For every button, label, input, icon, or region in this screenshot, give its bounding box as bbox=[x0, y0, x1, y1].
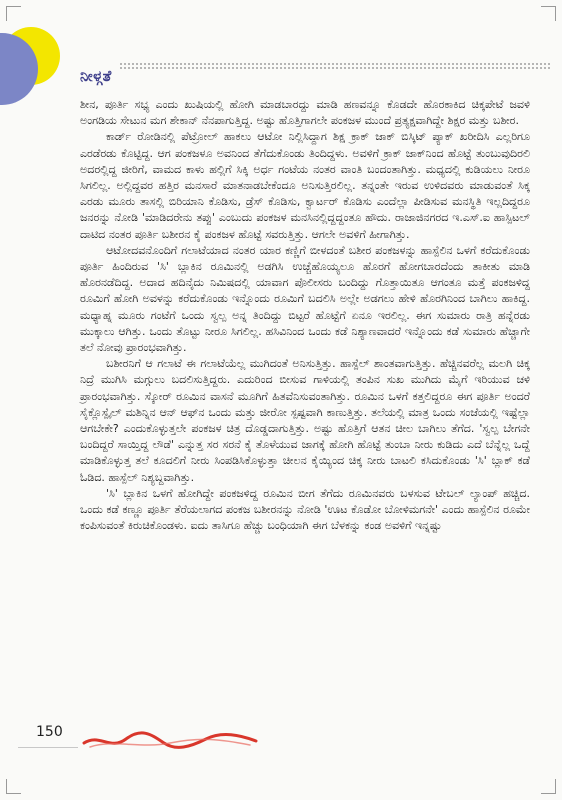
crop-mark-bottom-right bbox=[541, 779, 556, 794]
crop-mark-bottom-left bbox=[6, 779, 21, 794]
paragraph-1: ಶೀನ, ಪೂರ್ತಿ ಸಭ್ಯ ಎಂದು ಖುಷಿಯಲ್ಲಿ ಹೋಗಿ ಮಾಡಬಾರದ್ದು ಮಾಡಿ ಹಣವನ್ನೂ ಕೊಡದೇ ಹೊರಕಾಕಿದ ಚಿಕ್ಕಪೇಟೆ ಜವಳಿ ಅಂಗಡಿಯ ಸೇಟುನ ಮಗ ಶೇಕಾನ್ ನೆನಪಾಗುತ್ತಿದ್ದ. ಅಷ್ಟು ಹೊತ್ತಿಗಾಗಲೇ ಪಂಕಜಳ ಮುಂದೆ ಪ್ರತ್ಯಕ್ಷವಾಗಿದ್ದೇ ಶಿಕ್ಷರ ಮತ್ತು ಬಶೀರ. bbox=[80, 98, 530, 128]
header-dotted-rule-lower bbox=[120, 67, 550, 69]
paragraph-3: ಆಟೋದವನೊಂದಿಗೆ ಗಲಾಟೆಯಾದ ನಂತರ ಯಾರ ಕಣ್ಣಿಗೆ ಬೀಳದಂತೆ ಬಶೀರ ಪಂಕಜಳನ್ನು ಹಾಸ್ಪೆಲಿನ ಒಳಗೆ ಕರೆದುಕೊಂಡು ಪೂರ್ತಿ ಹಿಂದಿರುವ 'ಸಿ' ಬ್ಲಾಕಿನ ರೂಮಿನಲ್ಲಿ ಅಡಗಿಸಿ ಉಚ್ಚೆಹೊಯ್ಯಲೂ ಹೊರಗೆ ಹೋಗಬಾರದೆಂದು ತಾಕೀತು ಮಾಡಿ ಹೊರನಡೆದಿದ್ದ. ಅದಾದ ಹದಿನೈದು ನಿಮಿಷದಲ್ಲಿ ಯಾವಾಗ ಪೊಲೀಸರು ಬಂದಿದ್ದು ಗೊತ್ತಾಯಿತೂ ಆಗಂತೂ ಮತ್ತೆ ಪಂಕಜಳಿದ್ದ ರೂಮಿಗೆ ಹೋಗಿ ಅವಳನ್ನು ಕರೆದುಕೊಂಡು ಇನ್ನೊಂದು ರೂಮಿಗೆ ಬದಲಿಸಿ ಅಲ್ಲೇ ಅಡಗಲು ಹೇಳಿ ಹೊರಗಿನಿಂದ ಬಾಗಿಲು ಹಾಕಿದ್ದ. ಮಧ್ಯಾಹ್ನ ಮೂರು ಗಂಟೆಗೆ ಒಂದು ಸ್ವಲ್ಪ ಅನ್ನ ತಿಂದಿದ್ದು ಬಿಟ್ಟರೆ ಹೊಟ್ಟೆಗೆ ಏನೂ ಇರಲಿಲ್ಲ. ಈಗ ಸುಮಾರು ರಾತ್ರಿ ಹನ್ನೆರಡು ಮುಕ್ಕಾಲು ಆಗಿತ್ತು. ಒಂದು ತೊಟ್ಟು ನೀರೂ ಸಿಗಲಿಲ್ಲ. ಹಸಿವಿನಿಂದ ಒಂದು ಕಡೆ ನಿಶ್ಯಾಣವಾದರೆ ಇನ್ನೊಂದು ಕಡೆ ಸುಮಾರು ಹೆಚ್ಚಾಗೇ ತಲೆ ನೋವು ಪ್ರಾರಂಭವಾಗಿತ್ತು. bbox=[80, 243, 530, 355]
paragraph-2: ಕಾರ್ಡ್ ರೋಡಿನಲ್ಲಿ ಪೆಟ್ರೋಲ್ ಹಾಕಲು ಆಟೋ ನಿಲ್ಲಿಸಿದ್ದಾಗ ಶಿಕ್ಷ ಕ್ರಾಕ್ ಜಾಕ್ ಬಿಸ್ಕಿಟ್ ಪ್ಯಾಕ್ ಖರೀದಿಸಿ ಎಲ್ಲರಿಗೂ ಎರಡೆರಡು ಕೊಟ್ಟಿದ್ದ. ಆಗ ಪಂಕಜಳೂ ಅವನಿಂದ ತೆಗೆದುಕೊಂಡು ತಿಂದಿದ್ದಳು. ಅವಳಿಗೆ ಕ್ರಾಕ್ ಜಾಕ್‌ನಿಂದ ಹೊಟ್ಟೆ ತುಂಬುವುದಿರಲಿ ಅದರಲ್ಲಿದ್ದ ಜೀರಿಗೆ, ವಾಮದ ಕಾಳು ಹಲ್ಲಿಗೆ ಸಿಕ್ಕಿ ಅರ್ಧ ಗಂಟೆಯ ನಂತರ ವಾಂತಿ ಬಂದಂತಾಗಿತ್ತು. ಮಧ್ಯದಲ್ಲಿ ಕುಡಿಯಲು ನೀರೂ ಸಿಗಲಿಲ್ಲ. ಅಲ್ಲಿದ್ದವರ ಹತ್ತಿರ ಮನಸಾರೆ ಮಾತನಾಡಬೇಕೆಂದೂ ಅನಿಸುತ್ತಿರಲಿಲ್ಲ. ತನ್ನಂತೇ ಇರುವ ಉಳಿದವರು ಮಾಡುವಂತೆ ಸಿಕ್ಕ ಎರಡು ಮೂರು ತಾಸಲ್ಲಿ ಬಿರಿಯಾನಿ ಕೊಡಿಸು, ಡ್ರೆಸ್ ಕೊಡಿಸು, ಕ್ವಾರ್ಟರ್ ಕೊಡಿಸು ಎಂದೆಲ್ಲಾ ಪೀಡಿಸುವ ಮನಸ್ಥಿತಿ ಇಲ್ಲದಿದ್ದರೂ ಜನರನ್ನು ನೋಡಿ 'ಮಾಡಿದರೇನು ತಪ್ಪು' ಎಂಬುದು ಪಂಕಜಳ ಮನಸಿನಲ್ಲಿದ್ದದ್ದಂತೂ ಹೌದು. ರಾಜಾಜಿನಗರದ ಇ.ಎಸ್.ಐ ಹಾಸ್ಪಿಟಲ್ ದಾಟಿದ ನಂತರ ಪೂರ್ತಿ ಬಶೀರನ ಕೈ ಪಂಕಜಳ ಹೊಟ್ಟೆ ಸವರುತ್ತಿತ್ತು. ಆಗಲೇ ಅವಳಿಗೆ ಹೀಗಾಗಿತ್ತು. bbox=[80, 130, 530, 241]
crop-mark-top-right bbox=[541, 6, 556, 21]
body-text bbox=[80, 97, 530, 534]
page-number: 150 bbox=[36, 724, 63, 740]
decorative-scribble-icon bbox=[80, 725, 280, 755]
header-dotted-rule bbox=[120, 63, 550, 65]
chapter-title: ನೀಳ್ಗತೆ bbox=[80, 67, 112, 85]
paragraph-4: ಬಶೀರನಿಗೆ ಆ ಗಲಾಟೆ ಈ ಗಲಾಟೆಯೆಲ್ಲ ಮುಗಿದಂತೆ ಅನಿಸುತ್ತಿತ್ತು. ಹಾಸ್ಪೆಲ್ ಶಾಂತವಾಗುತ್ತಿತ್ತು. ಹೆಚ್ಚಿನವರೆಲ್ಲ ಮಲಗಿ ಚಿಕ್ಕ ನಿದ್ರೆ ಮುಗಿಸಿ ಮಗ್ಗುಲು ಬದಲಿಸುತ್ತಿದ್ದರು. ಎದುರಿಂದ ಬೀಸುವ ಗಾಳಿಯಲ್ಲಿ ತಂಪಿನ ಸುಖ ಮುಗಿದು ಮೈಗೆ ಇರಿಯುವ ಚಳಿ ಪ್ರಾರಂಭವಾಗಿತ್ತು. ಸ್ಕೋರ್ ರೂಮಿನ ವಾಸನೆ ಮೂಗಿಗೆ ಹಿತವೆನಿಸುವಂತಾಗಿತ್ತು. ರೂಮಿನ ಒಳಗೆ ಕತ್ತಲಿದ್ದರೂ ಈಗ ಪೂರ್ತಿ ಅಂದರೆ ಸೈಕ್ಲೊಸ್ಪೈಲ್ ಮಶಿನ್ನಿನ ಆನ್ ಆಫ್‌ನ ಒಂದು ಮತ್ತು ಜೀರೋ ಸ್ಪಷ್ಟವಾಗಿ ಕಾಣುತ್ತಿತ್ತು. ತಲೆಯಲ್ಲಿ ಮಾತ್ರ ಒಂದು ಸಂಜೆಯಲ್ಲಿ ಇಷ್ಟೆಲ್ಲಾ ಆಗಬೇಕೇ? ಎಂದುಕೊಳ್ಳುತ್ತಲೇ ಪಂಕಜಳ ಚಿತ್ರ ದೊಡ್ಡದಾಗುತ್ತಿತ್ತು. ಅಷ್ಟು ಹೊತ್ತಿಗೆ ಆತನ ಚೀಲ ಬಾಗಿಲು ತೆಗೆದ. 'ಸ್ವಲ್ಪ ಬೇಗನೇ ಬಂದಿದ್ದರೆ ಸಾಯ್ತಿದ್ದ ಲೌಡೆ' ಎನ್ನುತ್ತ ಸರ ಸರನೆ ಕೈ ತೊಳೆಯುವ ಜಾಗಕ್ಕೆ ಹೋಗಿ ಹೊಟ್ಟೆ ತುಂಬಾ ನೀರು ಕುಡಿದು ಎದೆ ಬೆನ್ನೆಲ್ಲ ಒದ್ದೆ ಮಾಡಿಕೊಳ್ಳುತ್ತ ತಲೆ ಕೂದಲಿಗೆ ನೀರು ಸಿಂಪಡಿಸಿಕೊಳ್ಳುತ್ತಾ ಚೀಲನ ಕೈಯ್ಯಿಂದ ಚಿಕ್ಕ ನೀರು ಬಾಟಲಿ ಕಸಿದುಕೊಂಡು 'ಸಿ' ಬ್ಲಾಕ್ ಕಡೆ ಓಡಿದ. ಹಾಸ್ಪೆಲ್ ನಿಶ್ಯಬ್ದವಾಗಿತ್ತು. bbox=[80, 357, 530, 484]
footer-rule bbox=[18, 747, 78, 748]
paragraph-5: 'ಸಿ' ಬ್ಲಾಕಿನ ಒಳಗೆ ಹೋಗಿದ್ದೇ ಪಂಕಜಳಿದ್ದ ರೂಮಿನ ಬೀಗ ತೆಗೆದು ರೂಮಿನವರು ಬಳಸುವ ಟೇಬಲ್ ಲ್ಯಾಂಪ್ ಹಚ್ಚಿದ. ಒಂದು ಕಡೆ ಕಣ್ಣೂ ಪೂರ್ತಿ ತೆರೆಯಲಾಗದ ಪಂಕಜ ಬಶೀರನನ್ನು ನೋಡಿ 'ಊಟ ಕೊಡೋ ಬೋಳಿಮಗನೇ' ಎಂದು ಹಾಸ್ಪೆಲಿನ ರೂಮೇ ಕಂಪಿಸುವಂತೆ ಕಿರುಚಿಕೊಂಡಳು. ಐದು ತಾಸಿಗೂ ಹೆಚ್ಚು ಬಂಧಿಯಾಗಿ ಈಗ ಬೆಳಕನ್ನು ಕಂಡ ಅವಳಿಗೆ ಇನ್ನಷ್ಟು bbox=[80, 486, 530, 533]
crop-mark-top-left bbox=[6, 6, 21, 21]
